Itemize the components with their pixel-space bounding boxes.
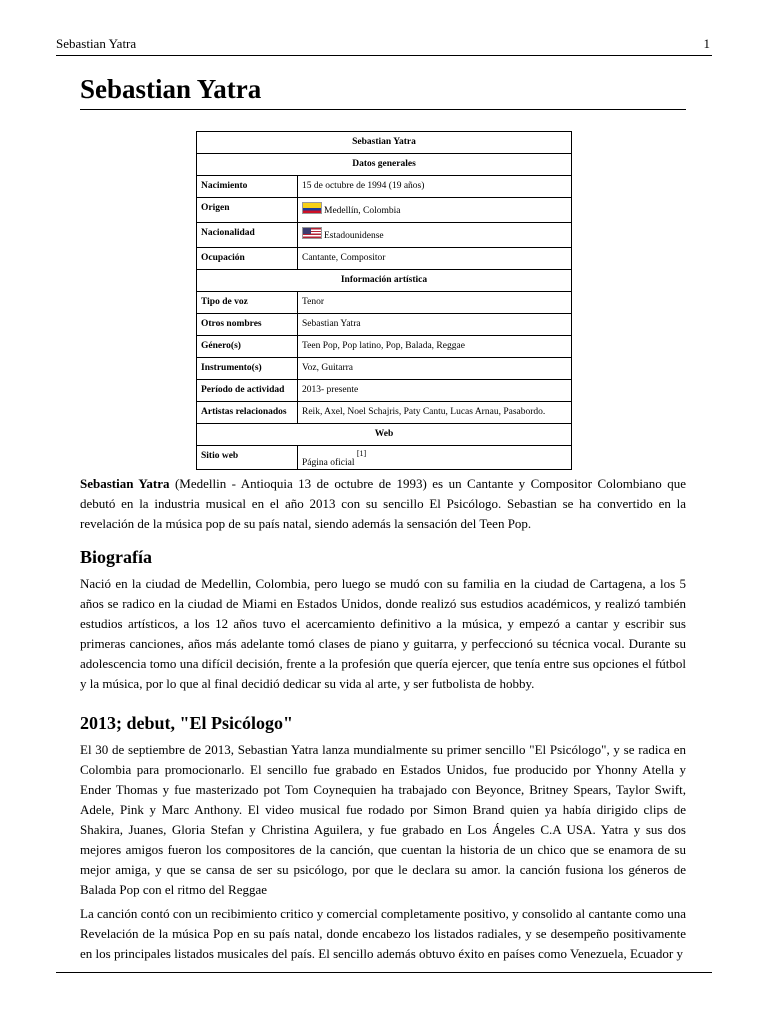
debut-paragraph-2: La canción contó con un recibimiento critico y comercial completamente positivo, y consolido al cantante como una Revelación de la música Pop en su país natal, donde encabezo los listados radiales, y se desempeño positivamente en los principales listados musicales del país. El sencillo además obtuvo éxito en países como Venezuela, Ecuador y xyxy=(80,906,686,961)
infobox-row-ocupacion xyxy=(197,248,572,270)
infobox-label: Otros nombres xyxy=(197,314,298,336)
heading-biografia: Biografía xyxy=(80,547,152,567)
debut-paragraph-1: El 30 de septiembre de 2013, Sebastian Yatra lanza mundialmente su primer sencillo "El Psicólogo", y se radica en Colombia para promocionarlo. El sencillo fue grabado en Estados Unidos, fue producido por Yhonny Atella y Ender Thomas y fue masterizado pot Tom Coynequien ha trabajado con Beyonce, Britney Spears, Taylor Swift, Adele, Pink y Marc Anthony. El video musical fue rodado por Simon Brand quien ya había dirigido clips de Shakira, Juanes, Gloria Stefan y Christina Aguilera, y fue grabado en Los Ángeles C.A USA. Yatra y sus dos mejores amigos fueron los compositores de la canción, que cuentan la historia de un chico que se enamora de su mejor amiga, y que se cansa de ser su psicólogo, por que le declara su amor. la canción fusiona los géneros de Balada Pop con el ritmo del Reggae xyxy=(80,742,686,897)
infobox-value: 2013- presente xyxy=(298,380,572,402)
infobox-row-artistas xyxy=(197,402,572,424)
official-site-link[interactable]: Página oficial xyxy=(302,458,355,468)
infobox-value[interactable]: Estadounidense xyxy=(324,231,384,241)
header-rule xyxy=(56,55,712,56)
infobox-row-tipo-voz xyxy=(197,292,572,314)
infobox-value[interactable]: Medellín, Colombia xyxy=(324,206,401,216)
intro-paragraph xyxy=(80,474,686,534)
infobox-name: Sebastian Yatra xyxy=(197,132,572,154)
infobox-label: Nacimiento xyxy=(197,176,298,198)
infobox-value: 15 de octubre de 1994 (19 años) xyxy=(298,176,572,198)
infobox-row-instrumentos xyxy=(197,358,572,380)
infobox-value: Voz, Guitarra xyxy=(298,358,572,380)
page-number: 1 xyxy=(703,36,710,51)
infobox-row-periodo xyxy=(197,380,572,402)
intro-text: (Medellin - Antioquia 13 de octubre de 1993) es un Cantante y Compositor Colombiano que debutó en la industria musical en el año 2013 con su sencillo El Psicólogo. Sebastian se ha convertido en la revelación de la música pop de su país natal, siendo además la sensación del Teen Pop. xyxy=(80,476,686,531)
biografia-paragraph: Nació en la ciudad de Medellin, Colombia, pero luego se mudó con su familia en la ciudad de Cartagena, a los 5 años se radico en la ciudad de Miami en Estados Unidos, donde realizó sus estudios académicos, y realizó también estudios artísticos, a los 12 años tuvo el acercamiento definitivo a la música, y empezó a cantar y escribir sus primeras canciones, años más adelante tomó clases de piano y guitarra, y perfeccionó su técnica vocal. Durante su adolescencia tomo una difícil decisión, frente a la profesión que quería ejercer, que tenía entre sus opciones el fútbol y la música, por lo que al final decidió dedicar su vida al arte, y ser futbolista de hobby. xyxy=(80,576,686,691)
infobox-value: Cantante, Compositor xyxy=(298,248,572,270)
infobox-section-web: Web xyxy=(197,424,572,446)
reference-link[interactable]: [1] xyxy=(356,449,367,458)
running-title: Sebastian Yatra xyxy=(56,36,137,51)
intro-name: Sebastian Yatra xyxy=(80,476,170,491)
running-header xyxy=(56,36,712,52)
footer-rule xyxy=(56,972,712,973)
infobox-label: Sitio web xyxy=(197,446,298,470)
infobox-value: Tenor xyxy=(298,292,572,314)
infobox-label: Período de actividad xyxy=(197,380,298,402)
colombia-flag-icon xyxy=(302,202,322,214)
infobox-row-sitio-web xyxy=(197,446,572,470)
usa-flag-icon xyxy=(302,227,322,239)
page-title: Sebastian Yatra xyxy=(80,74,262,104)
infobox-section-artistic: Información artística xyxy=(197,270,572,292)
heading-debut: 2013; debut, "El Psicólogo" xyxy=(80,713,293,733)
infobox-row-nacimiento xyxy=(197,176,572,198)
infobox-value: Teen Pop, Pop latino, Pop, Balada, Reggae xyxy=(298,336,572,358)
infobox-label: Tipo de voz xyxy=(197,292,298,314)
infobox-row-otros-nombres xyxy=(197,314,572,336)
infobox-label: Ocupación xyxy=(197,248,298,270)
infobox-label: Origen xyxy=(197,198,298,223)
infobox-label: Artistas relacionados xyxy=(197,402,298,424)
article-body xyxy=(80,474,686,968)
title-rule xyxy=(80,109,686,110)
infobox-label: Género(s) xyxy=(197,336,298,358)
infobox-value: Sebastian Yatra xyxy=(298,314,572,336)
infobox xyxy=(196,131,572,470)
infobox-row-nacionalidad xyxy=(197,223,572,248)
infobox-row-origen xyxy=(197,198,572,223)
infobox-value: Reik, Axel, Noel Schajris, Paty Cantu, Lucas Arnau, Pasabordo. xyxy=(298,402,572,424)
infobox-section-general: Datos generales xyxy=(197,154,572,176)
infobox-label: Nacionalidad xyxy=(197,223,298,248)
infobox-row-generos xyxy=(197,336,572,358)
infobox-label: Instrumento(s) xyxy=(197,358,298,380)
